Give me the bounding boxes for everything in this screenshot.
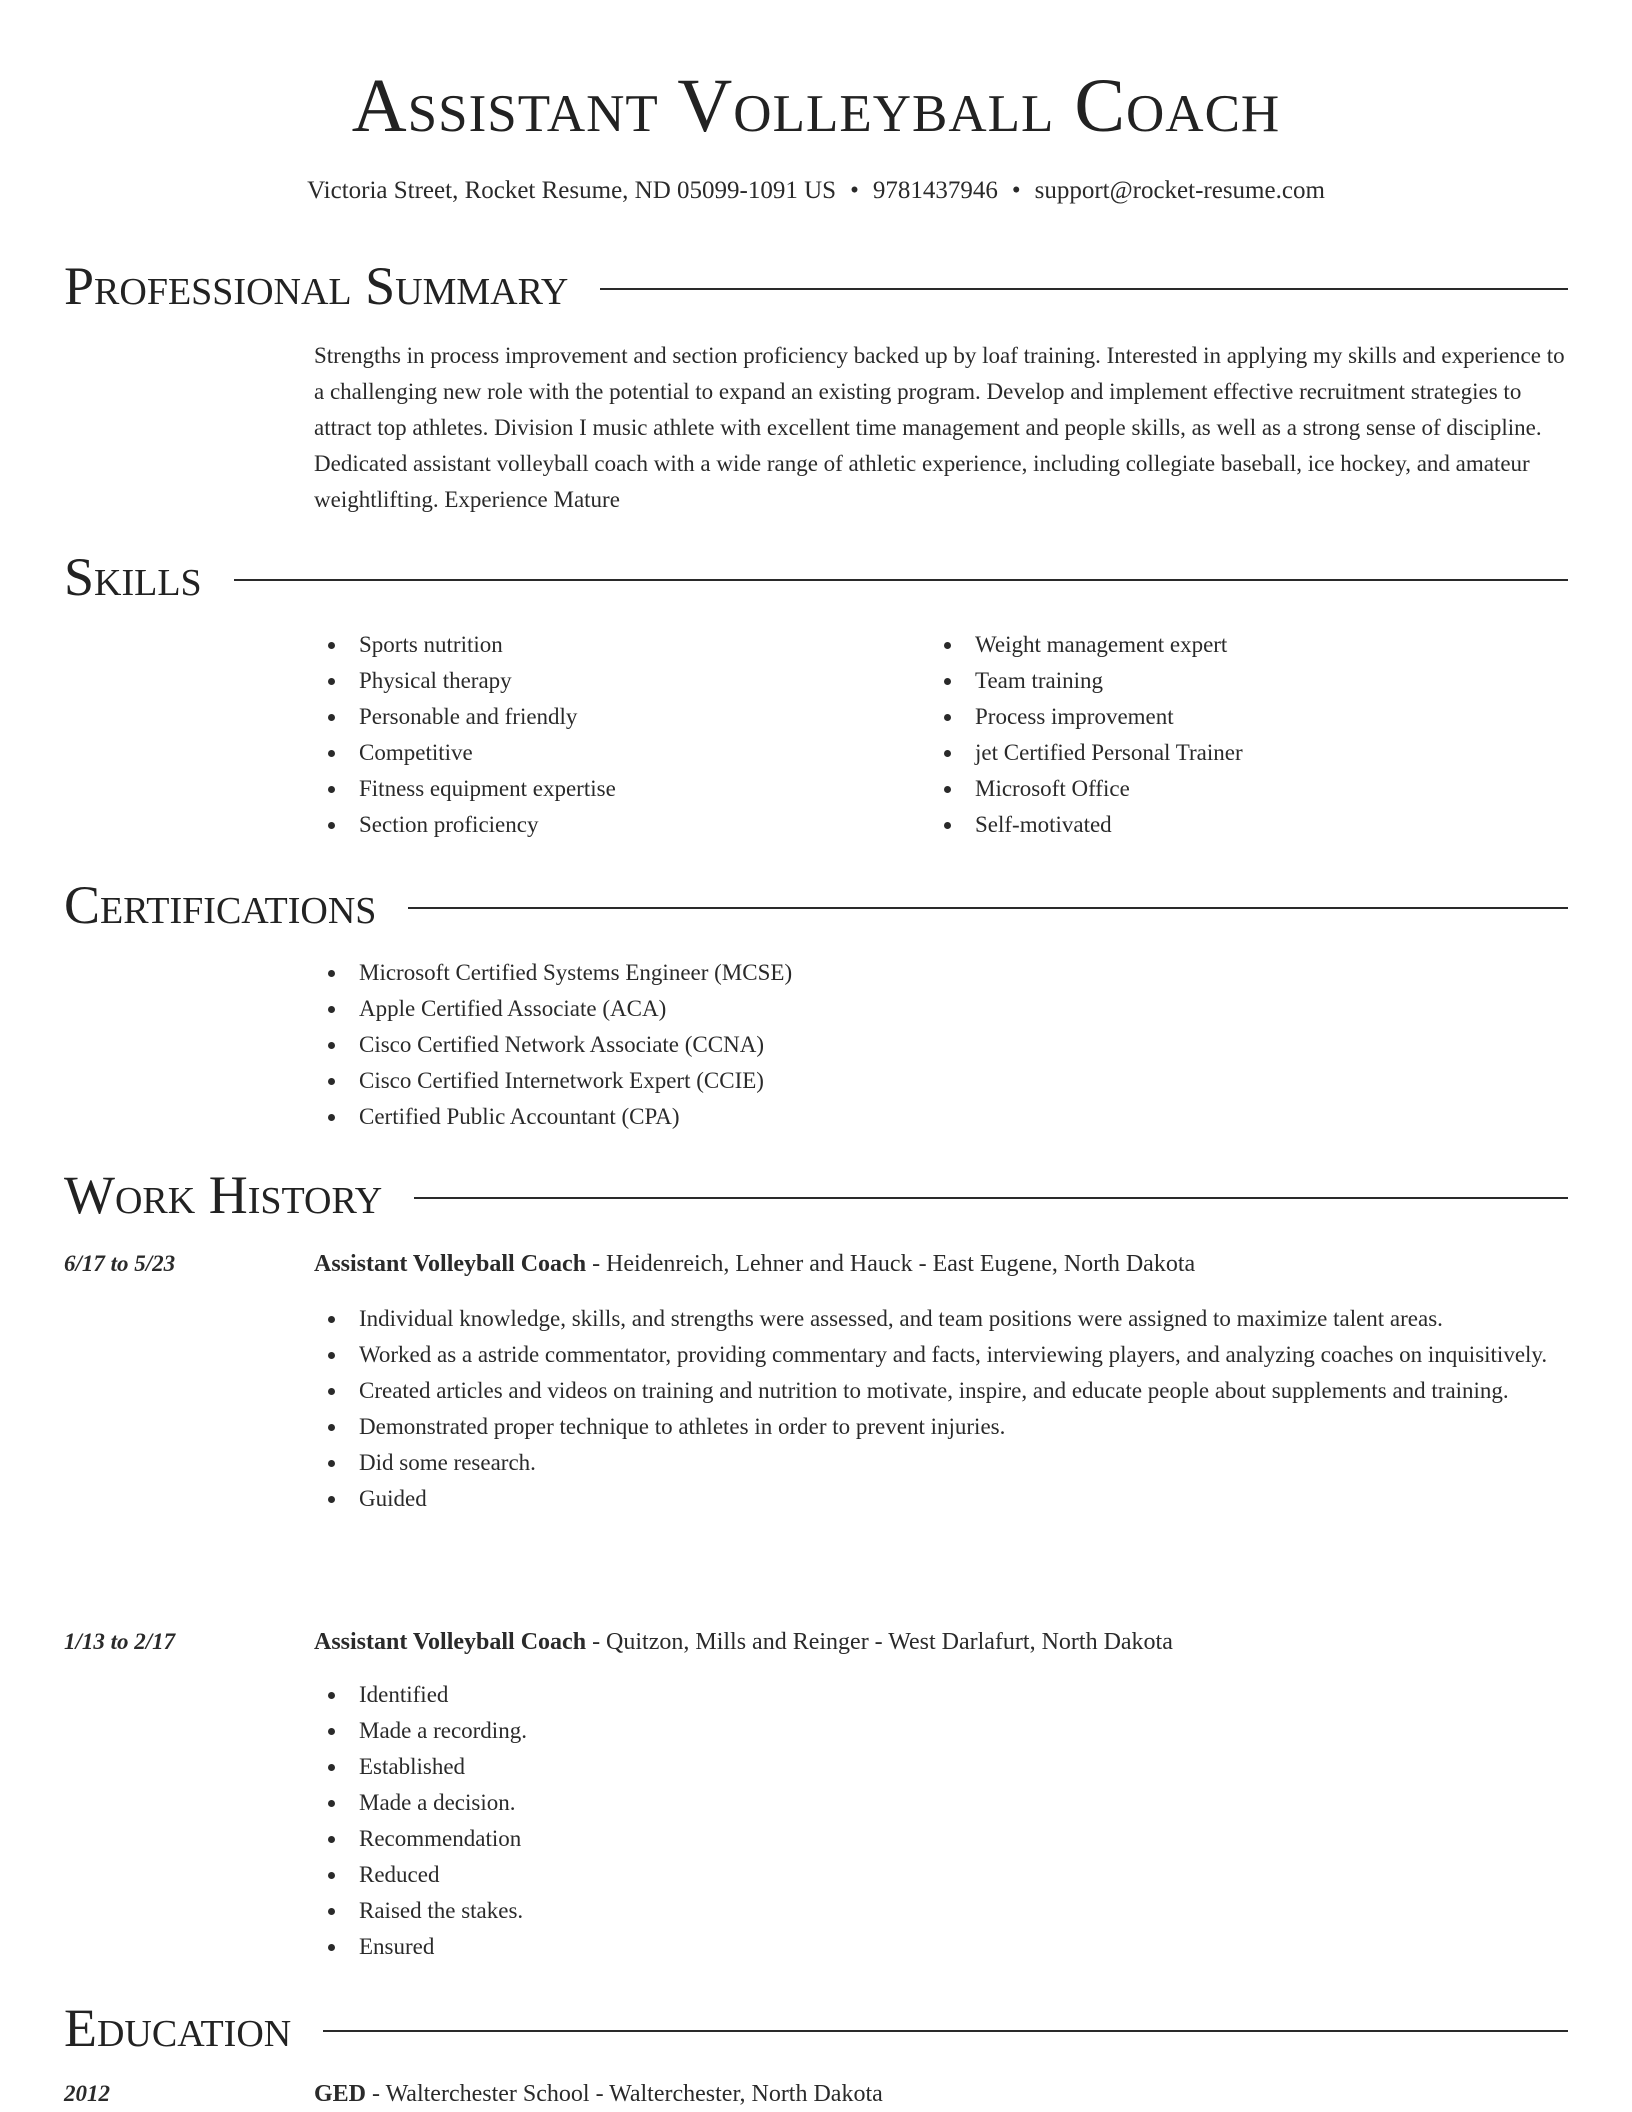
section-title-skills: Skills	[64, 547, 202, 607]
section-divider	[323, 2030, 1568, 2032]
summary-text: Strengths in process improvement and section proficiency backed up by loaf training. Interested in applying my skills and experience to a challenging new role with the potential to expand an existing program. Develop and implement effective recruitment strategies to attract top athletes. Division I music athlete with excellent time management and people skills, as well as a strong sense of discipline. Dedicated assistant volleyball coach with a wide range of athletic experience, including collegiate baseball, ice hockey, and amateur weightlifting. Experience Mature	[314, 343, 1565, 512]
contact-line	[0, 174, 1632, 208]
resume-title: Assistant Volleyball Coach	[351, 64, 1281, 148]
job-dates: 1/13 to 2/17	[64, 1629, 176, 1654]
job-company: - Quitzon, Mills and Reinger - West Darlafurt, North Dakota	[586, 1629, 1173, 1655]
skills-list-right	[930, 627, 1570, 843]
contact-separator: •	[1011, 177, 1021, 204]
education-degree: GED	[314, 2081, 367, 2107]
skill-item: Physical therapy	[314, 663, 914, 699]
education-school: - Walterchester School - Walterchester, North Dakota	[366, 2081, 883, 2107]
certification-item: Certified Public Accountant (CPA)	[314, 1099, 1568, 1135]
job-duty-item: Guided	[314, 1481, 1568, 1517]
certifications-list	[314, 955, 1568, 1135]
job-duty-item: Established	[314, 1749, 1568, 1785]
section-title-education: Education	[64, 1998, 292, 2058]
certification-item: Cisco Certified Network Associate (CCNA)	[314, 1027, 1568, 1063]
job-dates: 6/17 to 5/23	[64, 1251, 176, 1276]
job-title: Assistant Volleyball Coach	[314, 1251, 587, 1277]
contact-separator: •	[850, 177, 859, 204]
certification-item: Cisco Certified Internetwork Expert (CCIE)	[314, 1063, 1568, 1099]
skills-list-left	[314, 627, 914, 843]
job-duty-item: Reduced	[314, 1857, 1568, 1893]
skill-item: Fitness equipment expertise	[314, 771, 914, 807]
section-divider	[234, 579, 1568, 581]
skill-item: Microsoft Office	[930, 771, 1570, 807]
job-duty-item: Made a decision.	[314, 1785, 1568, 1821]
job-company: - Heidenreich, Lehner and Hauck - East Eugene, North Dakota	[586, 1251, 1196, 1277]
section-professional-summary	[64, 254, 1568, 318]
job-duty-item: Worked as a astride commentator, providing commentary and facts, interviewing players, and analyzing coaches on inquisitively.	[314, 1337, 1568, 1373]
contact-email: support@rocket-resume.com	[1034, 177, 1325, 204]
section-title-certifications: Certifications	[64, 875, 377, 935]
contact-address: Victoria Street, Rocket Resume, ND 05099-1091 US	[307, 177, 837, 204]
job-duty-item: Created articles and videos on training and nutrition to motivate, inspire, and educate people about supplements and training.	[314, 1373, 1568, 1409]
education-year: 2012	[64, 2081, 110, 2106]
section-divider	[408, 907, 1568, 909]
skill-item: Weight management expert	[930, 627, 1570, 663]
job-duty-item: Made a recording.	[314, 1713, 1568, 1749]
skill-item: Process improvement	[930, 699, 1570, 735]
job-title: Assistant Volleyball Coach	[314, 1629, 587, 1655]
skill-item: Sports nutrition	[314, 627, 914, 663]
certification-item: Microsoft Certified Systems Engineer (MCSE)	[314, 955, 1568, 991]
skill-item: Section proficiency	[314, 807, 914, 843]
job-duties-list	[314, 1301, 1568, 1517]
certification-item: Apple Certified Associate (ACA)	[314, 991, 1568, 1027]
section-title-work-history: Work History	[64, 1165, 383, 1225]
job-duty-item: Recommendation	[314, 1821, 1568, 1857]
section-skills	[64, 545, 1568, 609]
section-work-history	[64, 1163, 1568, 1227]
job-duty-item: Ensured	[314, 1929, 1568, 1965]
skill-item: Personable and friendly	[314, 699, 914, 735]
education-heading	[314, 2076, 1568, 2112]
section-education	[64, 1996, 1568, 2060]
job-duty-item: Demonstrated proper technique to athletes in order to prevent injuries.	[314, 1409, 1568, 1445]
skill-item: Team training	[930, 663, 1570, 699]
skill-item: jet Certified Personal Trainer	[930, 735, 1570, 771]
skill-item: Competitive	[314, 735, 914, 771]
job-duty-item: Identified	[314, 1677, 1568, 1713]
job-heading	[314, 1246, 1568, 1282]
section-certifications	[64, 873, 1568, 937]
skill-item: Self-motivated	[930, 807, 1570, 843]
section-divider	[600, 288, 1568, 290]
job-duty-item: Raised the stakes.	[314, 1893, 1568, 1929]
job-duty-item: Individual knowledge, skills, and strengths were assessed, and team positions were assigned to maximize talent areas.	[314, 1301, 1568, 1337]
section-title-summary: Professional Summary	[64, 256, 569, 316]
job-duties-list	[314, 1677, 1568, 1965]
section-divider	[414, 1197, 1568, 1199]
job-heading	[314, 1624, 1568, 1660]
job-duty-item: Did some research.	[314, 1445, 1568, 1481]
contact-phone: 9781437946	[872, 177, 998, 204]
